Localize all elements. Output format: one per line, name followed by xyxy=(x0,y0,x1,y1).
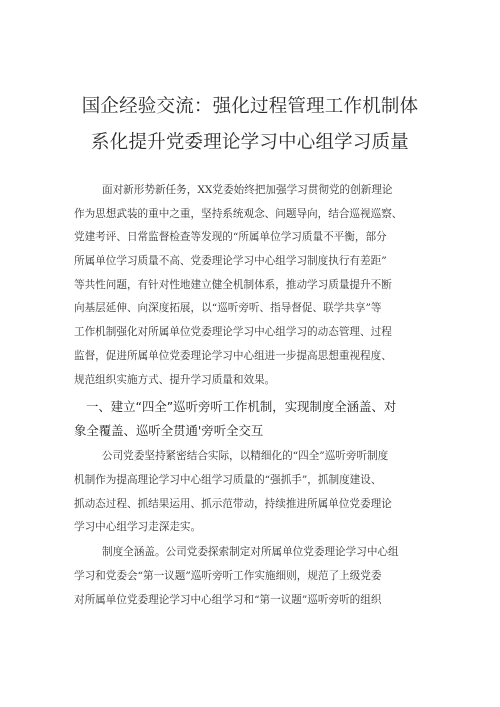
section-heading-line-1: 一、建立“四全”巡听旁听工作机制，实现制度全涵盖、对 xyxy=(86,399,397,414)
paragraph-1-line-3: 党建考评、日常监督检查等发现的“所属单位学习质量不平衡，部分 xyxy=(74,231,387,243)
paragraph-1-line-5: 等共性问题，有针对性地建立健全机制体系，推动学习质量提升不断 xyxy=(74,279,392,291)
paragraph-1-line-1: 面对新形势新任务，XX党委始终把加强学习贯彻党的创新理论 xyxy=(102,184,393,196)
paragraph-1-line-7: 工作机制强化对所属单位党委理论学习中心组学习的动态管理、过程 xyxy=(74,326,392,338)
paragraph-1-line-9: 规范组织实施方式、提升学习质量和效果。 xyxy=(74,374,276,386)
section-heading-line-2: 象全覆盖、巡听全贯通'旁听全交互 xyxy=(74,423,264,438)
paragraph-1-line-4: 所属单位学习质量不高、党委理论学习中心组学习制度执行有差距” xyxy=(74,255,387,267)
paragraph-2-line-4: 学习中心组学习走深走实。 xyxy=(74,521,202,533)
paragraph-3-line-1: 制度全涵盖。公司党委探索制定对所属单位党委理论学习中心组 xyxy=(102,546,399,558)
paragraph-3-line-3: 对所属单位党委理论学习中心组学习和“第一议题”巡听旁听的组织 xyxy=(74,594,382,606)
paragraph-3-line-2: 学习和党委会“第一议题”巡听旁听工作实施细则，规范了上级党委 xyxy=(74,570,382,582)
paragraph-1-line-8: 监督，促进所属单位党委理论学习中心组进一步提高思想重视程度、 xyxy=(74,350,392,362)
paragraph-2-line-1: 公司党委坚持紧密结合实际，以精细化的“四全”巡听旁听制度 xyxy=(102,450,389,462)
paragraph-2-line-3: 抓动态过程、抓结果运用、抓示范带动，持续推进所属单位党委理论 xyxy=(74,498,392,510)
paragraph-1-line-6: 向基层延伸、向深度拓展，以“巡听旁听、指导督促、联学共享”等 xyxy=(74,302,382,314)
paragraph-2-line-2: 机制作为提高理论学习中心组学习质量的“强抓手”，抓制度建设、 xyxy=(74,474,382,486)
document-title-line-2: 系化提升党委理论学习中心组学习质量 xyxy=(91,132,409,153)
document-title-line-1: 国企经验交流：强化过程管理工作机制体 xyxy=(81,96,419,117)
paragraph-1-line-2: 作为思想武装的重中之重，坚持系统观念、问题导向，结合巡视巡察、 xyxy=(74,208,403,220)
